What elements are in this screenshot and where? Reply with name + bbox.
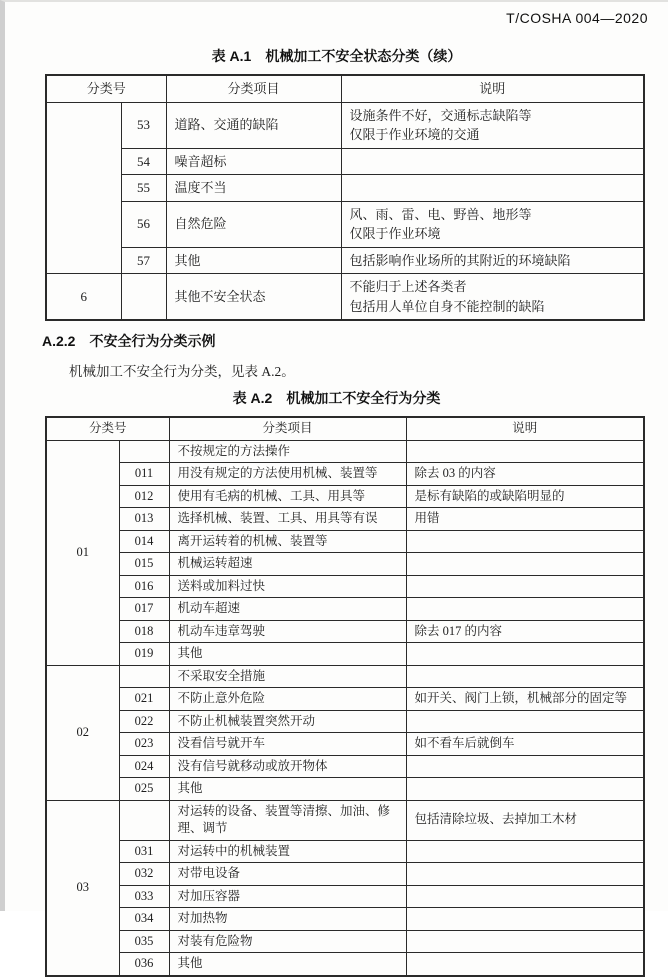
code-cell: 024 [119,755,169,778]
section-heading-a22: A.2.2 不安全行为分类示例 [42,333,216,349]
note-line: 用错 [414,511,440,525]
note-cell [406,908,644,931]
table-row [46,175,644,202]
section-paragraph: 机械加工不安全行为分类，见表 A.2。 [69,364,295,379]
note-cell [406,463,644,486]
item-cell: 不采取安全措施 [169,665,406,688]
item-cell: 对带电设备 [169,863,406,886]
item-cell: 没有信号就移动或放开物体 [169,755,406,778]
note-line: 如开关、阀门上锁，机械部分的固定等 [414,691,628,705]
code-cell [121,274,166,321]
table-row [46,575,644,598]
column-header: 分类号 [46,417,169,440]
table-row [46,665,644,688]
item-cell: 其他 [169,953,406,976]
item-cell: 对加压容器 [169,885,406,908]
item-cell: 用没有规定的方法使用机械、装置等 [169,463,406,486]
note-cell [341,247,644,274]
note-cell [341,274,644,321]
table-row [46,643,644,666]
standard-number-header: T/COSHA 004—2020 [506,10,648,26]
note-cell [406,688,644,711]
note-cell [341,201,644,247]
note-cell [341,175,644,202]
item-cell: 对装有危险物 [169,930,406,953]
code-cell: 035 [119,930,169,953]
code-cell [119,440,169,463]
item-cell: 其他 [166,247,341,274]
note-line: 仅限于作业环境 [349,226,441,241]
column-header: 说明 [341,75,644,102]
item-cell: 选择机械、装置、工具、用具等有误 [169,508,406,531]
table-row [46,485,644,508]
table-row [46,598,644,621]
note-cell [406,710,644,733]
note-cell [406,620,644,643]
table-row [46,953,644,976]
note-cell [406,930,644,953]
item-cell: 其他 [169,778,406,801]
item-cell: 对运转中的机械装置 [169,840,406,863]
code-cell: 023 [119,733,169,756]
note-cell [406,643,644,666]
table-row [46,755,644,778]
item-cell: 不防止意外危险 [169,688,406,711]
table-header-row [46,75,644,102]
item-cell: 使用有毛病的机械、工具、用具等 [169,485,406,508]
note-cell [406,755,644,778]
note-line: 除去 03 的内容 [414,466,496,480]
table-row [46,102,644,148]
note-cell [406,530,644,553]
table-a1-title: 表 A.1 机械加工不安全状态分类（续） [211,48,462,64]
table-row [46,553,644,576]
note-cell [406,778,644,801]
item-cell: 对加热物 [169,908,406,931]
column-header: 说明 [406,417,644,440]
item-cell: 机动车违章驾驶 [169,620,406,643]
note-cell [406,863,644,886]
table-row [46,930,644,953]
table-row [46,885,644,908]
column-header: 分类号 [46,75,166,102]
note-cell [406,440,644,463]
code-cell: 031 [119,840,169,863]
item-cell: 对运转的设备、装置等清擦、加油、修理、调节 [169,800,406,840]
note-cell [406,485,644,508]
group-number-cell [46,102,121,274]
code-cell: 021 [119,688,169,711]
code-cell: 032 [119,863,169,886]
code-cell: 015 [119,553,169,576]
item-cell: 其他不安全状态 [166,274,341,321]
note-line: 包括影响作业场所的其附近的环境缺陷 [349,252,571,268]
table-row [46,800,644,840]
group-number-cell: 6 [46,274,121,321]
note-cell [341,102,644,148]
note-cell [406,840,644,863]
code-cell: 011 [119,463,169,486]
table-a2 [45,416,645,977]
code-cell: 034 [119,908,169,931]
column-header: 分类项目 [169,417,406,440]
note-cell [406,598,644,621]
item-cell: 机械运转超速 [169,553,406,576]
item-cell: 噪音超标 [166,148,341,175]
note-cell [406,553,644,576]
item-cell: 道路、交通的缺陷 [166,102,341,148]
table-row [46,201,644,247]
code-cell: 018 [119,620,169,643]
group-number-cell: 01 [46,440,119,665]
code-cell: 57 [121,247,166,274]
code-cell: 54 [121,148,166,175]
code-cell: 016 [119,575,169,598]
code-cell: 017 [119,598,169,621]
item-cell: 送料或加料过快 [169,575,406,598]
group-number-cell: 03 [46,800,119,976]
table-row [46,620,644,643]
table-a1 [45,74,645,321]
code-cell: 022 [119,710,169,733]
table-row [46,148,644,175]
table-row [46,440,644,463]
note-cell [406,508,644,531]
note-cell [406,733,644,756]
code-cell: 025 [119,778,169,801]
table-row [46,274,644,321]
note-cell [406,665,644,688]
group-number-cell: 02 [46,665,119,800]
table-row [46,530,644,553]
table-row [46,508,644,531]
note-line: 包括用人单位自身不能控制的缺陷 [349,298,545,314]
item-cell: 自然危险 [166,201,341,247]
code-cell: 55 [121,175,166,202]
code-cell: 012 [119,485,169,508]
table-row [46,463,644,486]
code-cell: 013 [119,508,169,531]
item-cell: 温度不当 [166,175,341,202]
note-line: 风、雨、雷、电、野兽、地形等 [349,206,532,222]
table-a2-title: 表 A.2 机械加工不安全行为分类 [232,390,441,406]
item-cell: 其他 [169,643,406,666]
note-cell [406,885,644,908]
note-line: 包括清除垃圾、去掉加工木材 [414,812,578,827]
code-cell: 56 [121,201,166,247]
item-cell: 机动车超速 [169,598,406,621]
table-row [46,840,644,863]
note-line: 设施条件不好，交通标志缺陷等 [349,107,532,123]
table-header-row [46,417,644,440]
code-cell: 014 [119,530,169,553]
item-cell: 离开运转着的机械、装置等 [169,530,406,553]
code-cell [119,800,169,840]
note-cell [341,148,644,175]
table-row [46,863,644,886]
note-line: 除去 017 的内容 [414,623,503,638]
code-cell: 019 [119,643,169,666]
table-row [46,778,644,801]
item-cell: 不防止机械装置突然开动 [169,710,406,733]
table-row [46,688,644,711]
note-cell [406,800,644,840]
column-header: 分类项目 [166,75,341,102]
note-cell [406,575,644,598]
table-row [46,733,644,756]
note-cell [406,953,644,976]
note-line: 不能归于上述各类者 [349,279,467,294]
table-row [46,908,644,931]
item-cell: 不按规定的方法操作 [169,440,406,463]
note-line: 是标有缺陷的或缺陷明显的 [414,488,565,503]
table-row [46,247,644,274]
item-cell: 没看信号就开车 [169,733,406,756]
table-row [46,710,644,733]
note-line: 仅限于作业环境的交通 [349,127,480,142]
code-cell: 036 [119,953,169,976]
code-cell [119,665,169,688]
code-cell: 53 [121,102,166,148]
note-line: 如不看车后就倒车 [414,736,515,750]
code-cell: 033 [119,885,169,908]
